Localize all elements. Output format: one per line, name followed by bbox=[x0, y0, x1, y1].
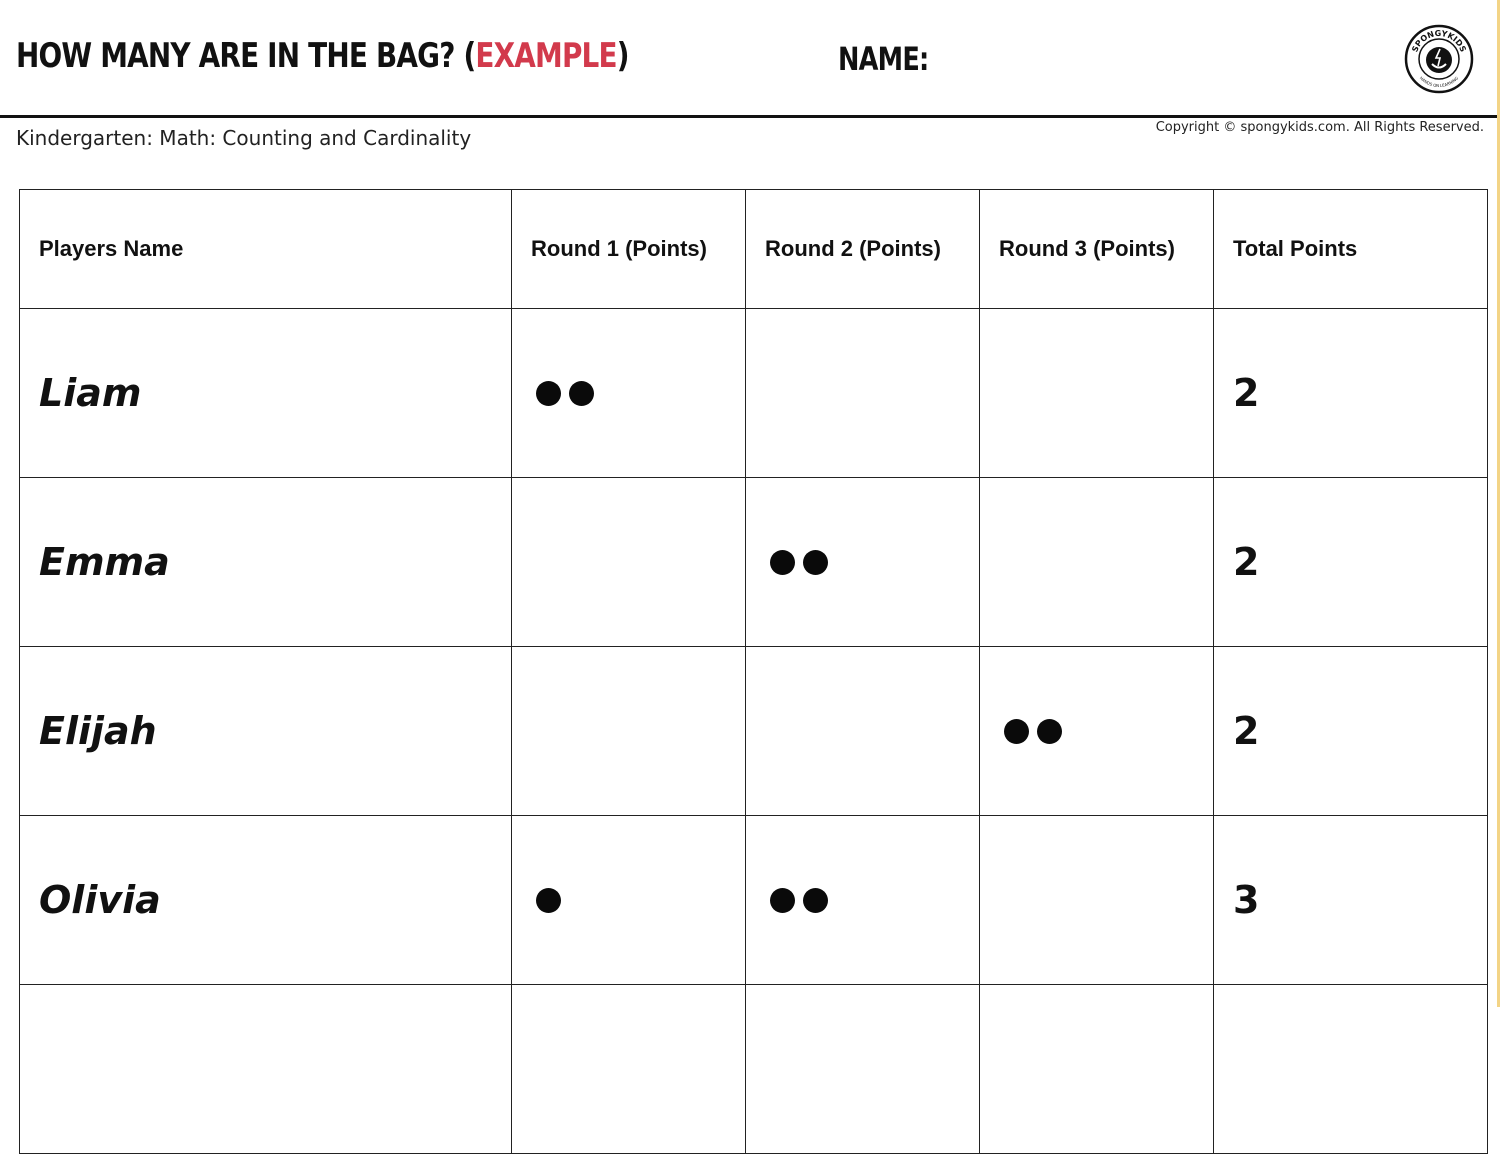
player-name-cell: Elijah bbox=[20, 647, 512, 816]
table-row bbox=[20, 647, 1488, 816]
round-1-points-cell bbox=[512, 478, 746, 647]
round-1-points-cell bbox=[512, 816, 746, 985]
header-divider bbox=[0, 115, 1497, 118]
score-table-body bbox=[20, 309, 1488, 1154]
player-name-cell: Liam bbox=[20, 309, 512, 478]
point-dot bbox=[770, 888, 795, 913]
player-name-cell bbox=[20, 985, 512, 1154]
point-dots bbox=[531, 888, 745, 913]
player-name-cell: Emma bbox=[20, 478, 512, 647]
round-2-points-cell bbox=[746, 985, 980, 1154]
round-3-points-cell bbox=[980, 816, 1214, 985]
table-row bbox=[20, 478, 1488, 647]
round-2-points-cell bbox=[746, 816, 980, 985]
column-header-round-2: Round 2 (Points) bbox=[746, 190, 980, 309]
round-3-points-cell bbox=[980, 309, 1214, 478]
point-dots bbox=[765, 550, 979, 575]
point-dot bbox=[1037, 719, 1062, 744]
column-header-player: Players Name bbox=[20, 190, 512, 309]
point-dot bbox=[803, 888, 828, 913]
table-row bbox=[20, 985, 1488, 1154]
total-points-cell: 2 bbox=[1214, 647, 1488, 816]
table-row bbox=[20, 309, 1488, 478]
column-header-round-1: Round 1 (Points) bbox=[512, 190, 746, 309]
round-1-points-cell bbox=[512, 647, 746, 816]
total-points-cell: 3 bbox=[1214, 816, 1488, 985]
total-points-cell bbox=[1214, 985, 1488, 1154]
title-close: ) bbox=[616, 36, 629, 76]
round-3-points-cell bbox=[980, 478, 1214, 647]
round-2-points-cell bbox=[746, 478, 980, 647]
logo-wordmark: SPONGYKIDS bbox=[1410, 28, 1468, 54]
point-dot bbox=[770, 550, 795, 575]
round-2-points-cell bbox=[746, 309, 980, 478]
point-dots bbox=[531, 381, 745, 406]
table-header-row bbox=[20, 190, 1488, 309]
point-dot bbox=[569, 381, 594, 406]
copyright-notice: Copyright © spongykids.com. All Rights Reserved. bbox=[1155, 120, 1484, 135]
round-3-points-cell bbox=[980, 985, 1214, 1154]
round-1-points-cell bbox=[512, 985, 746, 1154]
column-header-round-3: Round 3 (Points) bbox=[980, 190, 1214, 309]
point-dot bbox=[536, 888, 561, 913]
point-dots bbox=[765, 888, 979, 913]
point-dot bbox=[1004, 719, 1029, 744]
title-accent: EXAMPLE bbox=[475, 36, 617, 76]
title-text: HOW MANY ARE IN THE BAG? ( bbox=[16, 36, 476, 76]
total-points-cell: 2 bbox=[1214, 478, 1488, 647]
round-3-points-cell bbox=[980, 647, 1214, 816]
round-1-points-cell bbox=[512, 309, 746, 478]
player-name-cell: Olivia bbox=[20, 816, 512, 985]
column-header-total: Total Points bbox=[1214, 190, 1488, 309]
round-2-points-cell bbox=[746, 647, 980, 816]
subject-line: Kindergarten: Math: Counting and Cardinality bbox=[16, 126, 472, 150]
total-points-cell: 2 bbox=[1214, 309, 1488, 478]
worksheet-header bbox=[0, 0, 1500, 118]
worksheet-title bbox=[16, 36, 629, 76]
score-table bbox=[19, 189, 1488, 1154]
point-dot bbox=[536, 381, 561, 406]
point-dots bbox=[999, 719, 1213, 744]
name-label: NAME: bbox=[838, 40, 929, 78]
table-row bbox=[20, 816, 1488, 985]
point-dot bbox=[803, 550, 828, 575]
logo-tagline: HANDS ON LEARNING bbox=[1418, 75, 1460, 89]
spongykids-logo bbox=[1404, 24, 1474, 94]
